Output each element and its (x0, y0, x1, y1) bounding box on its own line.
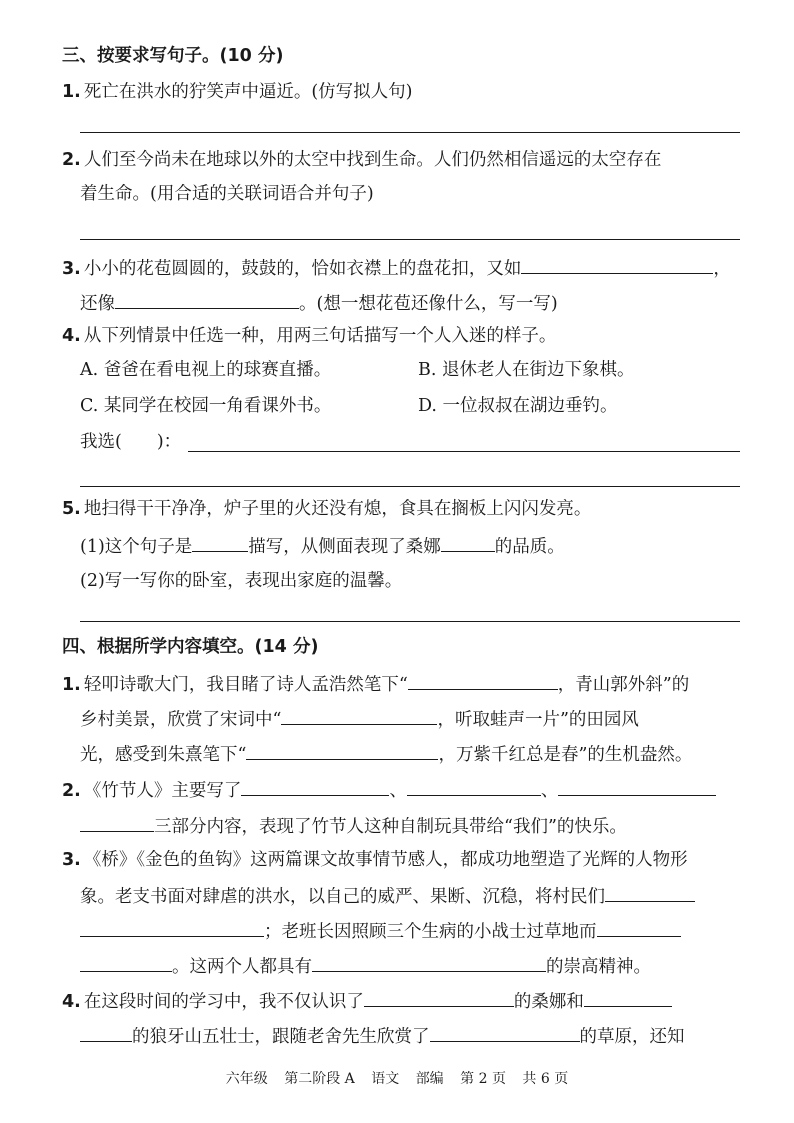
question-text: 光，感受到朱熹笔下“ (80, 745, 247, 765)
fill-blank[interactable] (80, 813, 154, 832)
fill-blank[interactable] (115, 290, 299, 309)
question-number: 1. (62, 675, 81, 695)
section-4-header: 四、根据所学内容填空。(14 分) (62, 637, 319, 657)
answer-line[interactable] (188, 451, 740, 452)
question-text: 轻叩诗歌大门，我目睹了诗人孟浩然笔下“ (83, 675, 408, 695)
fill-blank[interactable] (364, 988, 514, 1007)
question-text-cont (80, 1023, 685, 1049)
question-text: 的崇高精神。 (546, 957, 651, 977)
fill-blank[interactable] (430, 1023, 580, 1042)
option-a: A. 爸爸在看电视上的球赛直播。 (80, 360, 332, 380)
question-text-cont (80, 741, 692, 767)
question-text: 三部分内容，表现了竹节人这种自制玩具带给“我们”的快乐。 (154, 817, 627, 837)
option-d: D. 一位叔叔在湖边垂钓。 (418, 396, 618, 416)
question-text: 乡村美景，欣赏了宋词中“ (80, 710, 282, 730)
fill-blank[interactable] (408, 671, 558, 690)
question-text: 的草原，还知 (579, 1027, 685, 1047)
fill-blank[interactable] (521, 255, 713, 274)
question-text-cont (80, 918, 681, 944)
question-text: 《桥》《金色的鱼钩》这两篇课文故事情节感人，都成功地塑造了光辉的人物形 (83, 850, 688, 870)
footer-subject: 语文 (371, 1071, 400, 1087)
question-number: 4. (62, 326, 81, 346)
fill-blank[interactable] (312, 953, 546, 972)
question-number: 4. (62, 992, 81, 1012)
fill-blank[interactable] (441, 533, 495, 552)
option-c: C. 某同学在校园一角看课外书。 (80, 396, 332, 416)
option-b: B. 退休老人在街边下象棋。 (418, 360, 635, 380)
question-text: 象。老支书面对肆虐的洪水，以自己的威严、果断、沉稳，将村民们 (80, 887, 605, 907)
question-number: 3. (62, 850, 81, 870)
question-text: 地扫得干干净净，炉子里的火还没有熄，食具在搁板上闪闪发亮。 (83, 499, 592, 519)
s4-question-2 (62, 777, 716, 803)
answer-line[interactable] (80, 132, 740, 133)
question-text: ，青山郭外斜”的 (557, 675, 690, 695)
s3-question-3 (62, 255, 731, 281)
s3-question-2 (62, 148, 661, 172)
s3-question-1 (62, 80, 412, 104)
page-footer (0, 1068, 794, 1088)
question-text-cont (80, 813, 627, 839)
sub-question-1 (80, 533, 565, 559)
fill-blank[interactable] (80, 953, 172, 972)
answer-line[interactable] (80, 239, 740, 240)
fill-blank[interactable] (584, 988, 672, 1007)
separator: 、 (389, 781, 407, 801)
fill-blank[interactable] (246, 741, 438, 760)
question-text: ，听取蛙声一片”的田园风 (437, 710, 639, 730)
question-text: (1)这个句子是 (80, 537, 193, 557)
question-text-cont (80, 953, 651, 979)
fill-blank[interactable] (558, 777, 716, 796)
s4-question-1 (62, 671, 689, 697)
question-text: 的品质。 (494, 537, 565, 557)
question-text: 小小的花苞圆圆的，鼓鼓的，恰如衣襟上的盘花扣，又如 (83, 259, 522, 279)
punctuation: ， (713, 259, 731, 279)
s3-question-4 (62, 324, 556, 348)
fill-blank[interactable] (80, 918, 264, 937)
question-number: 5. (62, 499, 81, 519)
question-text: ，万紫千红总是春”的生机盎然。 (438, 745, 693, 765)
footer-grade: 六年级 (225, 1071, 268, 1087)
sub-question-2: (2)写一写你的卧室，表现出家庭的温馨。 (80, 571, 403, 591)
question-text: 死亡在洪水的狞笑声中逼近。(仿写拟人句) (83, 82, 413, 102)
question-text: 在这段时间的学习中，我不仅认识了 (83, 992, 364, 1012)
question-text: 还像 (80, 294, 115, 314)
s4-question-3 (62, 848, 688, 872)
question-text: 。(想一想花苞还像什么，写一写) (299, 294, 558, 314)
question-text: 描写，从侧面表现了桑娜 (248, 537, 441, 557)
fill-blank[interactable] (281, 706, 437, 725)
question-text-cont (80, 706, 639, 732)
separator: 、 (540, 781, 559, 801)
question-text-cont (80, 883, 695, 909)
question-number: 2. (62, 150, 81, 170)
question-text: 的桑娜和 (513, 992, 584, 1012)
question-text: ；老班长因照顾三个生病的小战士过草地而 (264, 922, 597, 942)
fill-blank[interactable] (605, 883, 695, 902)
footer-edition: 部编 (415, 1071, 444, 1087)
fill-blank[interactable] (80, 1023, 132, 1042)
footer-page: 第 2 页 (460, 1071, 506, 1087)
fill-blank[interactable] (241, 777, 389, 796)
fill-blank[interactable] (407, 777, 541, 796)
footer-total: 共 6 页 (522, 1071, 569, 1087)
answer-line[interactable] (80, 486, 740, 487)
s3-question-5 (62, 497, 591, 521)
fill-blank[interactable] (597, 918, 681, 937)
fill-blank[interactable] (192, 533, 248, 552)
question-text-cont (80, 290, 558, 316)
choice-label: 我选( )： (80, 432, 182, 452)
section-3-header: 三、按要求写句子。(10 分) (62, 46, 284, 66)
footer-stage: 第二阶段 A (284, 1071, 355, 1087)
question-text: 《竹节人》主要写了 (83, 781, 242, 801)
question-text: 从下列情景中任选一种，用两三句话描写一个人入迷的样子。 (83, 326, 557, 346)
question-text: 的狼牙山五壮士，跟随老舍先生欣赏了 (132, 1027, 430, 1047)
question-number: 2. (62, 781, 81, 801)
question-text: 。这两个人都具有 (172, 957, 312, 977)
s4-question-4 (62, 988, 672, 1014)
question-text: 人们至今尚未在地球以外的太空中找到生命。人们仍然相信遥远的太空存在 (83, 150, 662, 170)
question-text-cont: 着生命。(用合适的关联词语合并句子) (80, 184, 374, 204)
answer-line[interactable] (80, 621, 740, 622)
question-number: 3. (62, 259, 81, 279)
question-number: 1. (62, 82, 81, 102)
